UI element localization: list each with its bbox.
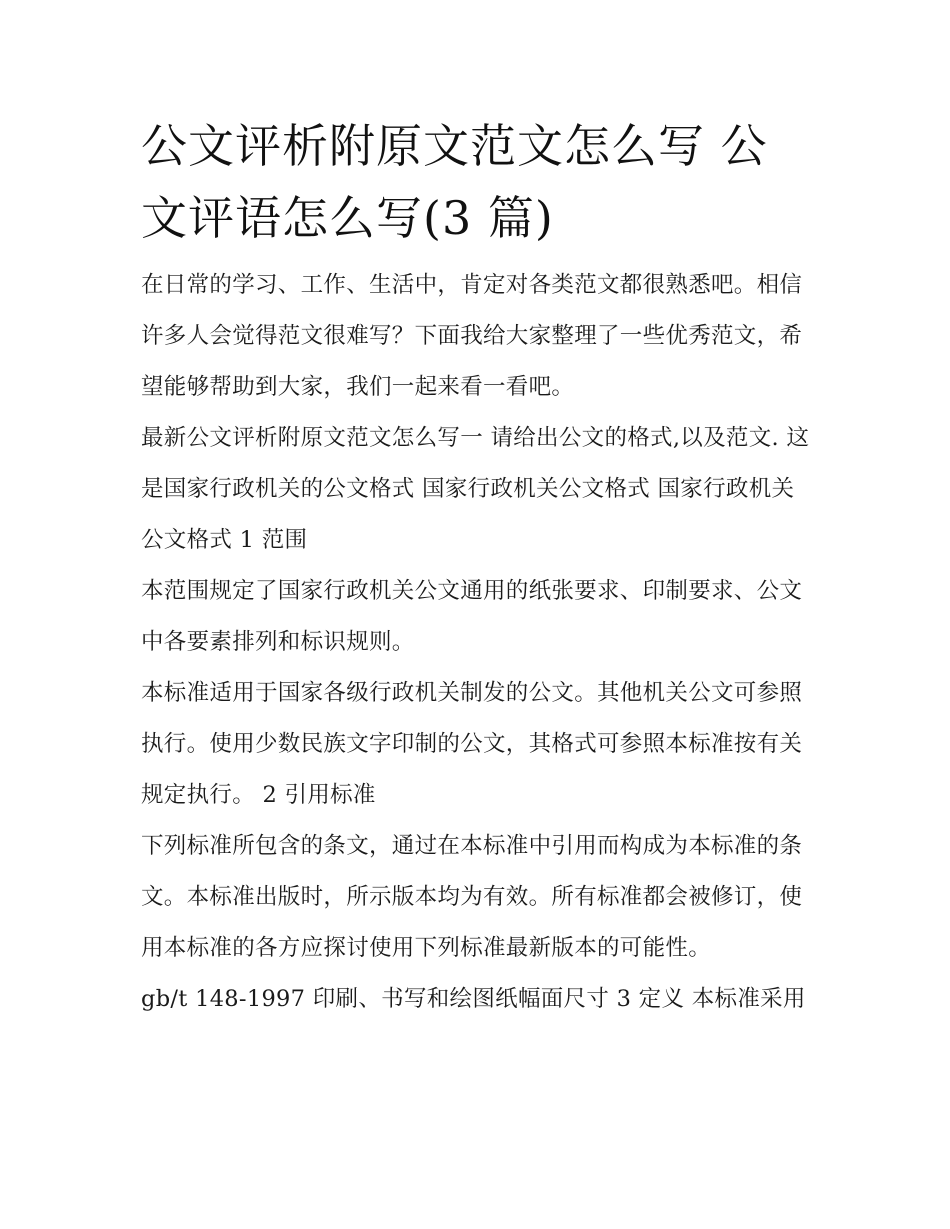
document-body [141, 110, 811, 1025]
paragraph-standard-citation: gb/t 148-1997 印刷、书写和绘图纸幅面尺寸 3 定义 本标准采用 [141, 986, 806, 1012]
paragraph-referenced-standards: 下列标准所包含的条文，通过在本标准中引用而构成为本标准的条文。本标准出版时，所示版本均为有效。所有标准都会被修订，使用本标准的各方应探讨使用下列标准最新版本的可能性。 [141, 833, 803, 961]
paragraph-scope: 本范围规定了国家行政机关公文通用的纸张要求、印制要求、公文中各要素排列和标识规则。 [141, 578, 803, 655]
paragraph-format-request: 最新公文评析附原文范文怎么写一 请给出公文的格式,以及范文. 这是国家行政机关的公文格式 国家行政机关公文格式 国家行政机关公文格式 1 范围 [141, 425, 810, 553]
document-title: 公文评析附原文范文怎么写 公文评语怎么写(3 篇) [141, 119, 768, 245]
paragraph-applicability: 本标准适用于国家各级行政机关制发的公文。其他机关公文可参照执行。使用少数民族文字印制的公文，其格式可参照本标准按有关规定执行。 2 引用标准 [141, 680, 803, 808]
paragraph-intro: 在日常的学习、工作、生活中，肯定对各类范文都很熟悉吧。相信许多人会觉得范文很难写？下面我给大家整理了一些优秀范文，希望能够帮助到大家，我们一起来看一看吧。 [141, 272, 803, 400]
